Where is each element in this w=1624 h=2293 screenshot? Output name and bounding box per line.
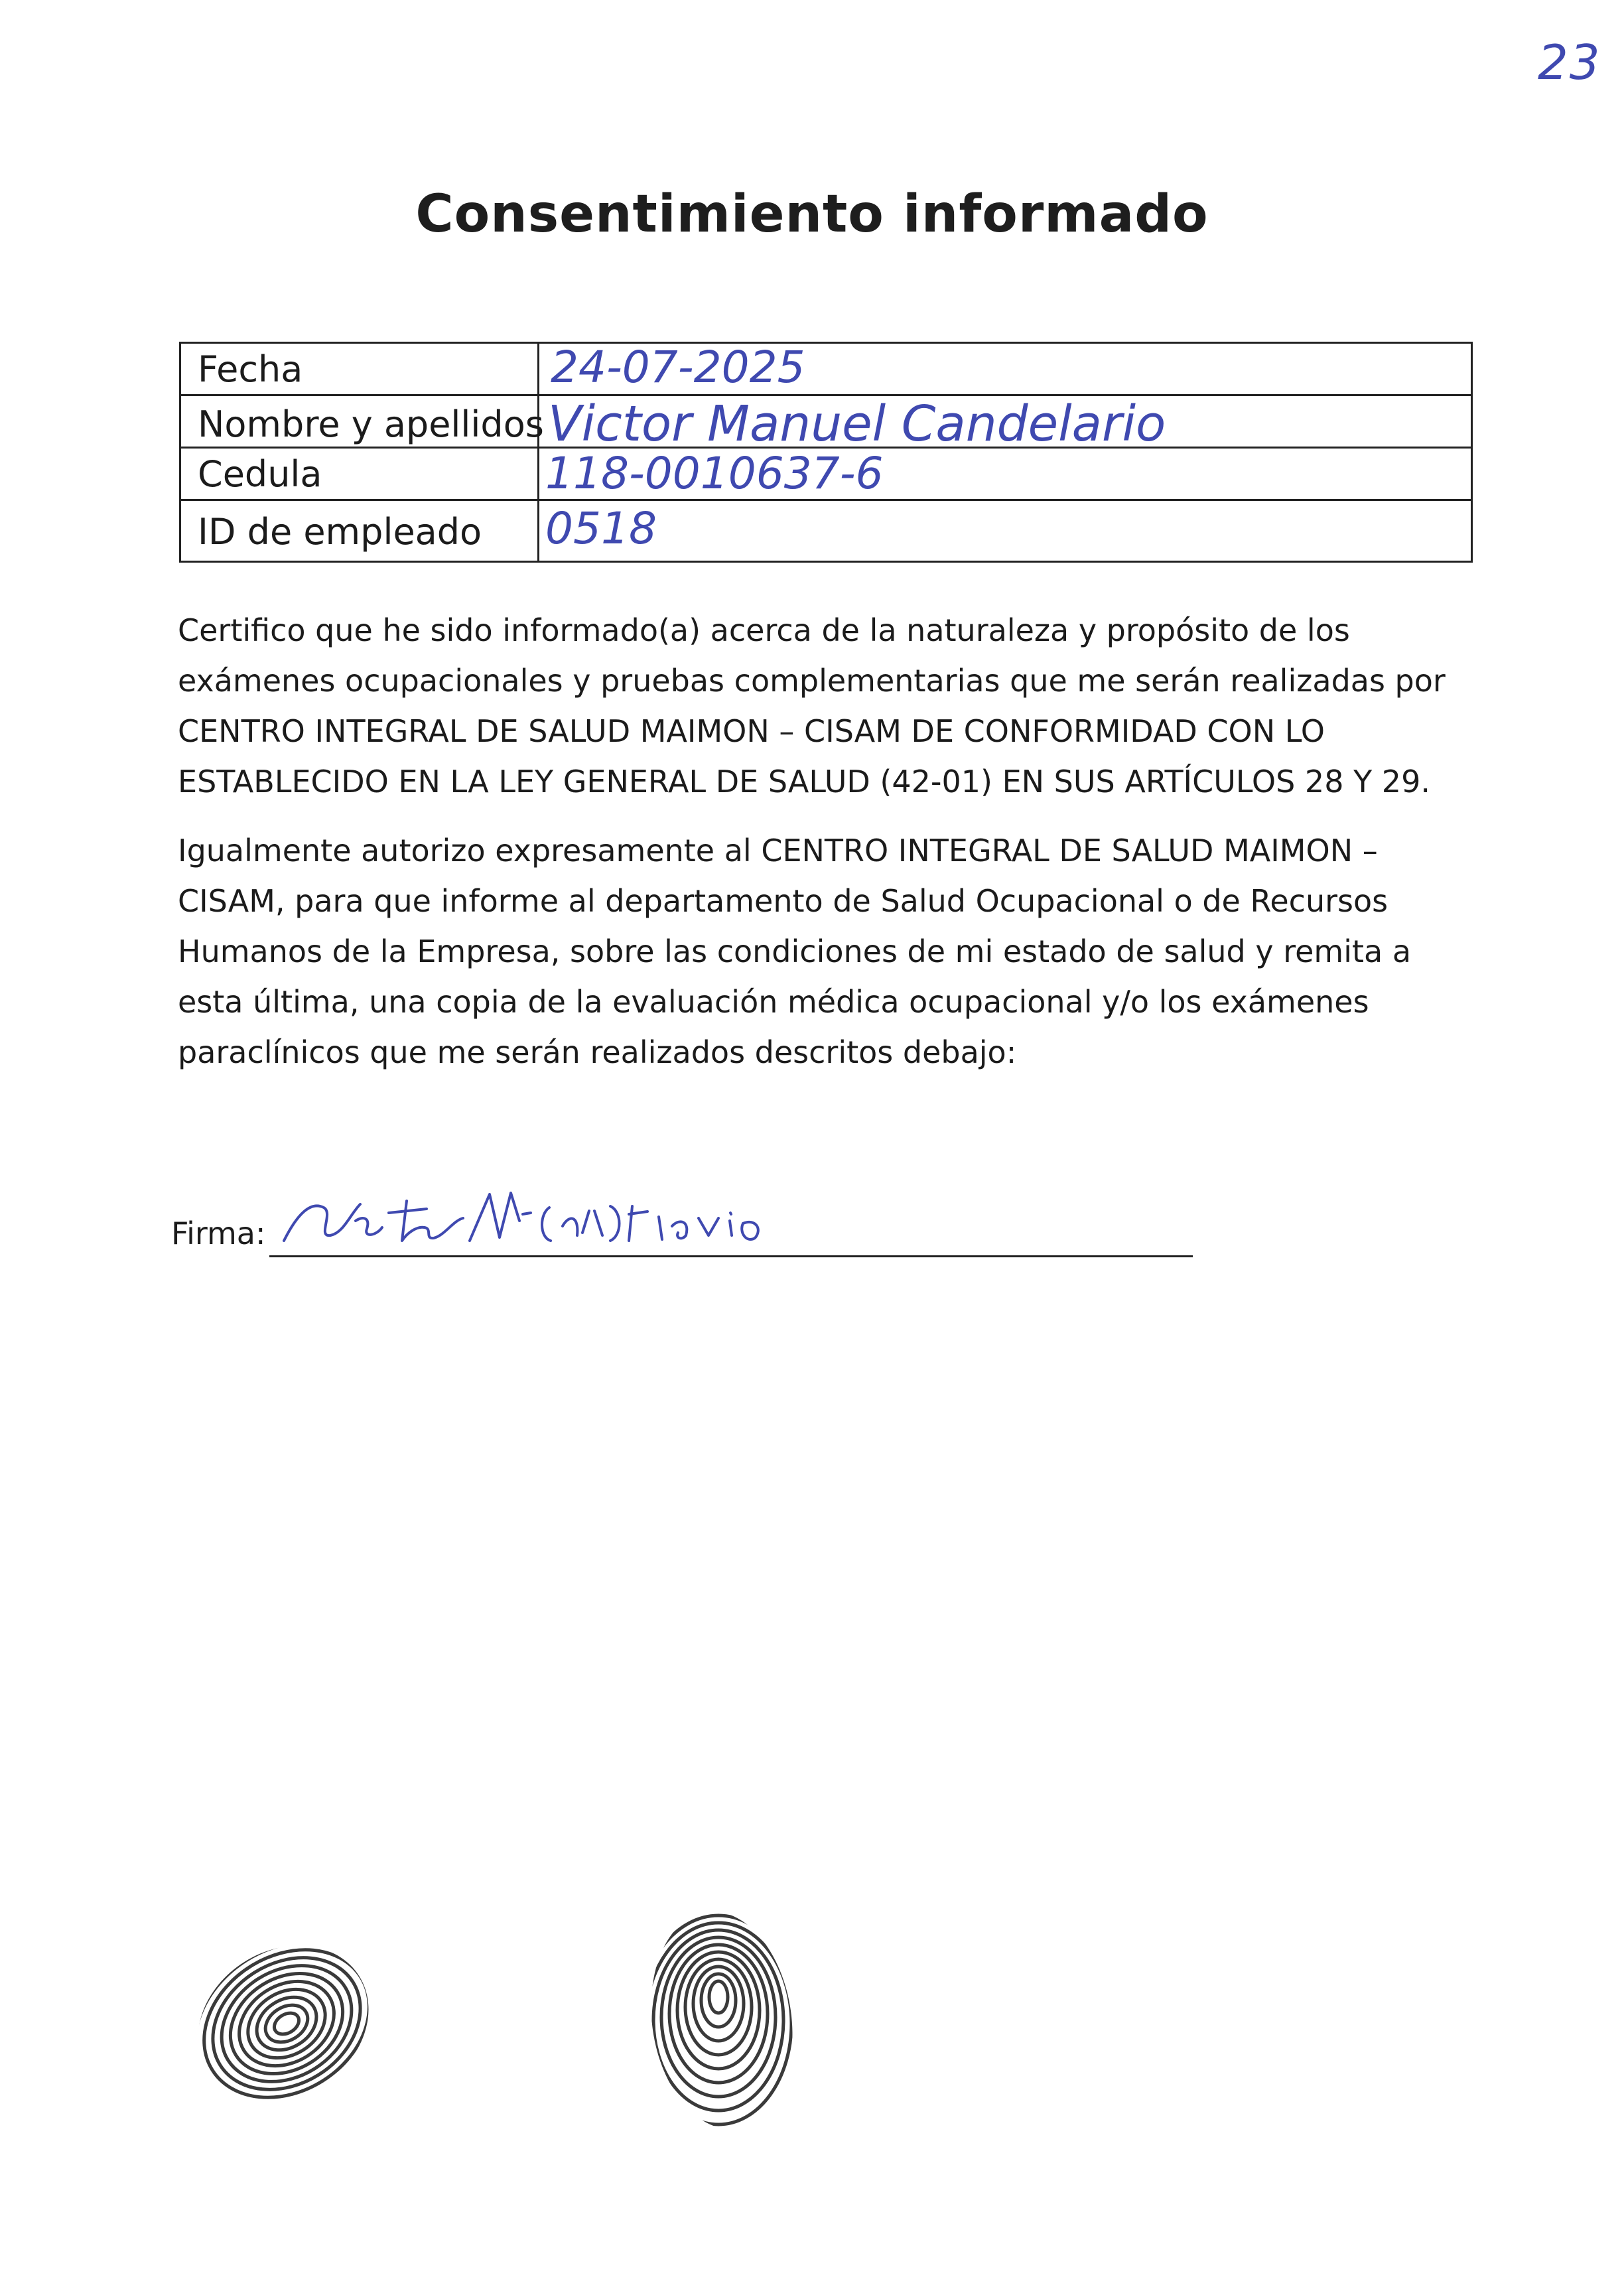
signature-label: Firma: [171,1216,266,1251]
cedula-label: Cedula [198,453,322,495]
table-row-id-empleado [179,502,1473,554]
fecha-value: 24-07-2025 [551,342,805,393]
fecha-label: Fecha [198,348,303,390]
id-empleado-value: 0518 [545,503,657,554]
authorization-paragraph: Igualmente autorizo expresamente al CENTRO INTEGRAL DE SALUD MAIMON – CISAM, para que informe al departamento de Salud Ocupacional o de Recursos Humanos de la Empresa, sobre las condiciones de mi estado de salud y remita a esta última, una copia de la evaluación médica ocupacional y/o los exámenes paraclínicos que me serán realizados descritos debajo: [178,833,1412,1070]
table-border-top [179,342,1473,344]
fingerprint-image [636,1904,808,2143]
fingerprint-image [174,1924,386,2136]
table-divider [179,499,1473,501]
signature-block [171,1181,1193,1261]
id-empleado-label: ID de empleado [198,511,482,553]
table-row-cedula [179,449,1473,497]
table-border-bottom [179,561,1473,563]
cedula-value: 118-0010637-6 [545,448,884,499]
handwritten-signature [271,1174,868,1254]
page-title: Consentimiento informado [415,184,1209,244]
page-number: 23 [1538,35,1601,90]
nombre-value: Victor Manuel Candelario [548,395,1166,452]
table-row-nombre [179,395,1473,452]
table-row-fecha [179,344,1473,392]
consent-paragraph: Certifico que he sido informado(a) acerca de la naturaleza y propósito de los exámenes ocupacionales y pruebas complementarias que me serán realizadas por CENTRO INTEGRAL DE SALUD MAIMON – CISAM DE CONFORMIDAD CON LO ESTABLECIDO EN LA LEY GENERAL DE SALUD (42-01) EN SUS ARTÍCULOS 28 Y 29. [178,612,1446,799]
nombre-label: Nombre y apellidos [198,403,544,445]
signature-line [269,1255,1193,1257]
info-table [179,342,1473,563]
